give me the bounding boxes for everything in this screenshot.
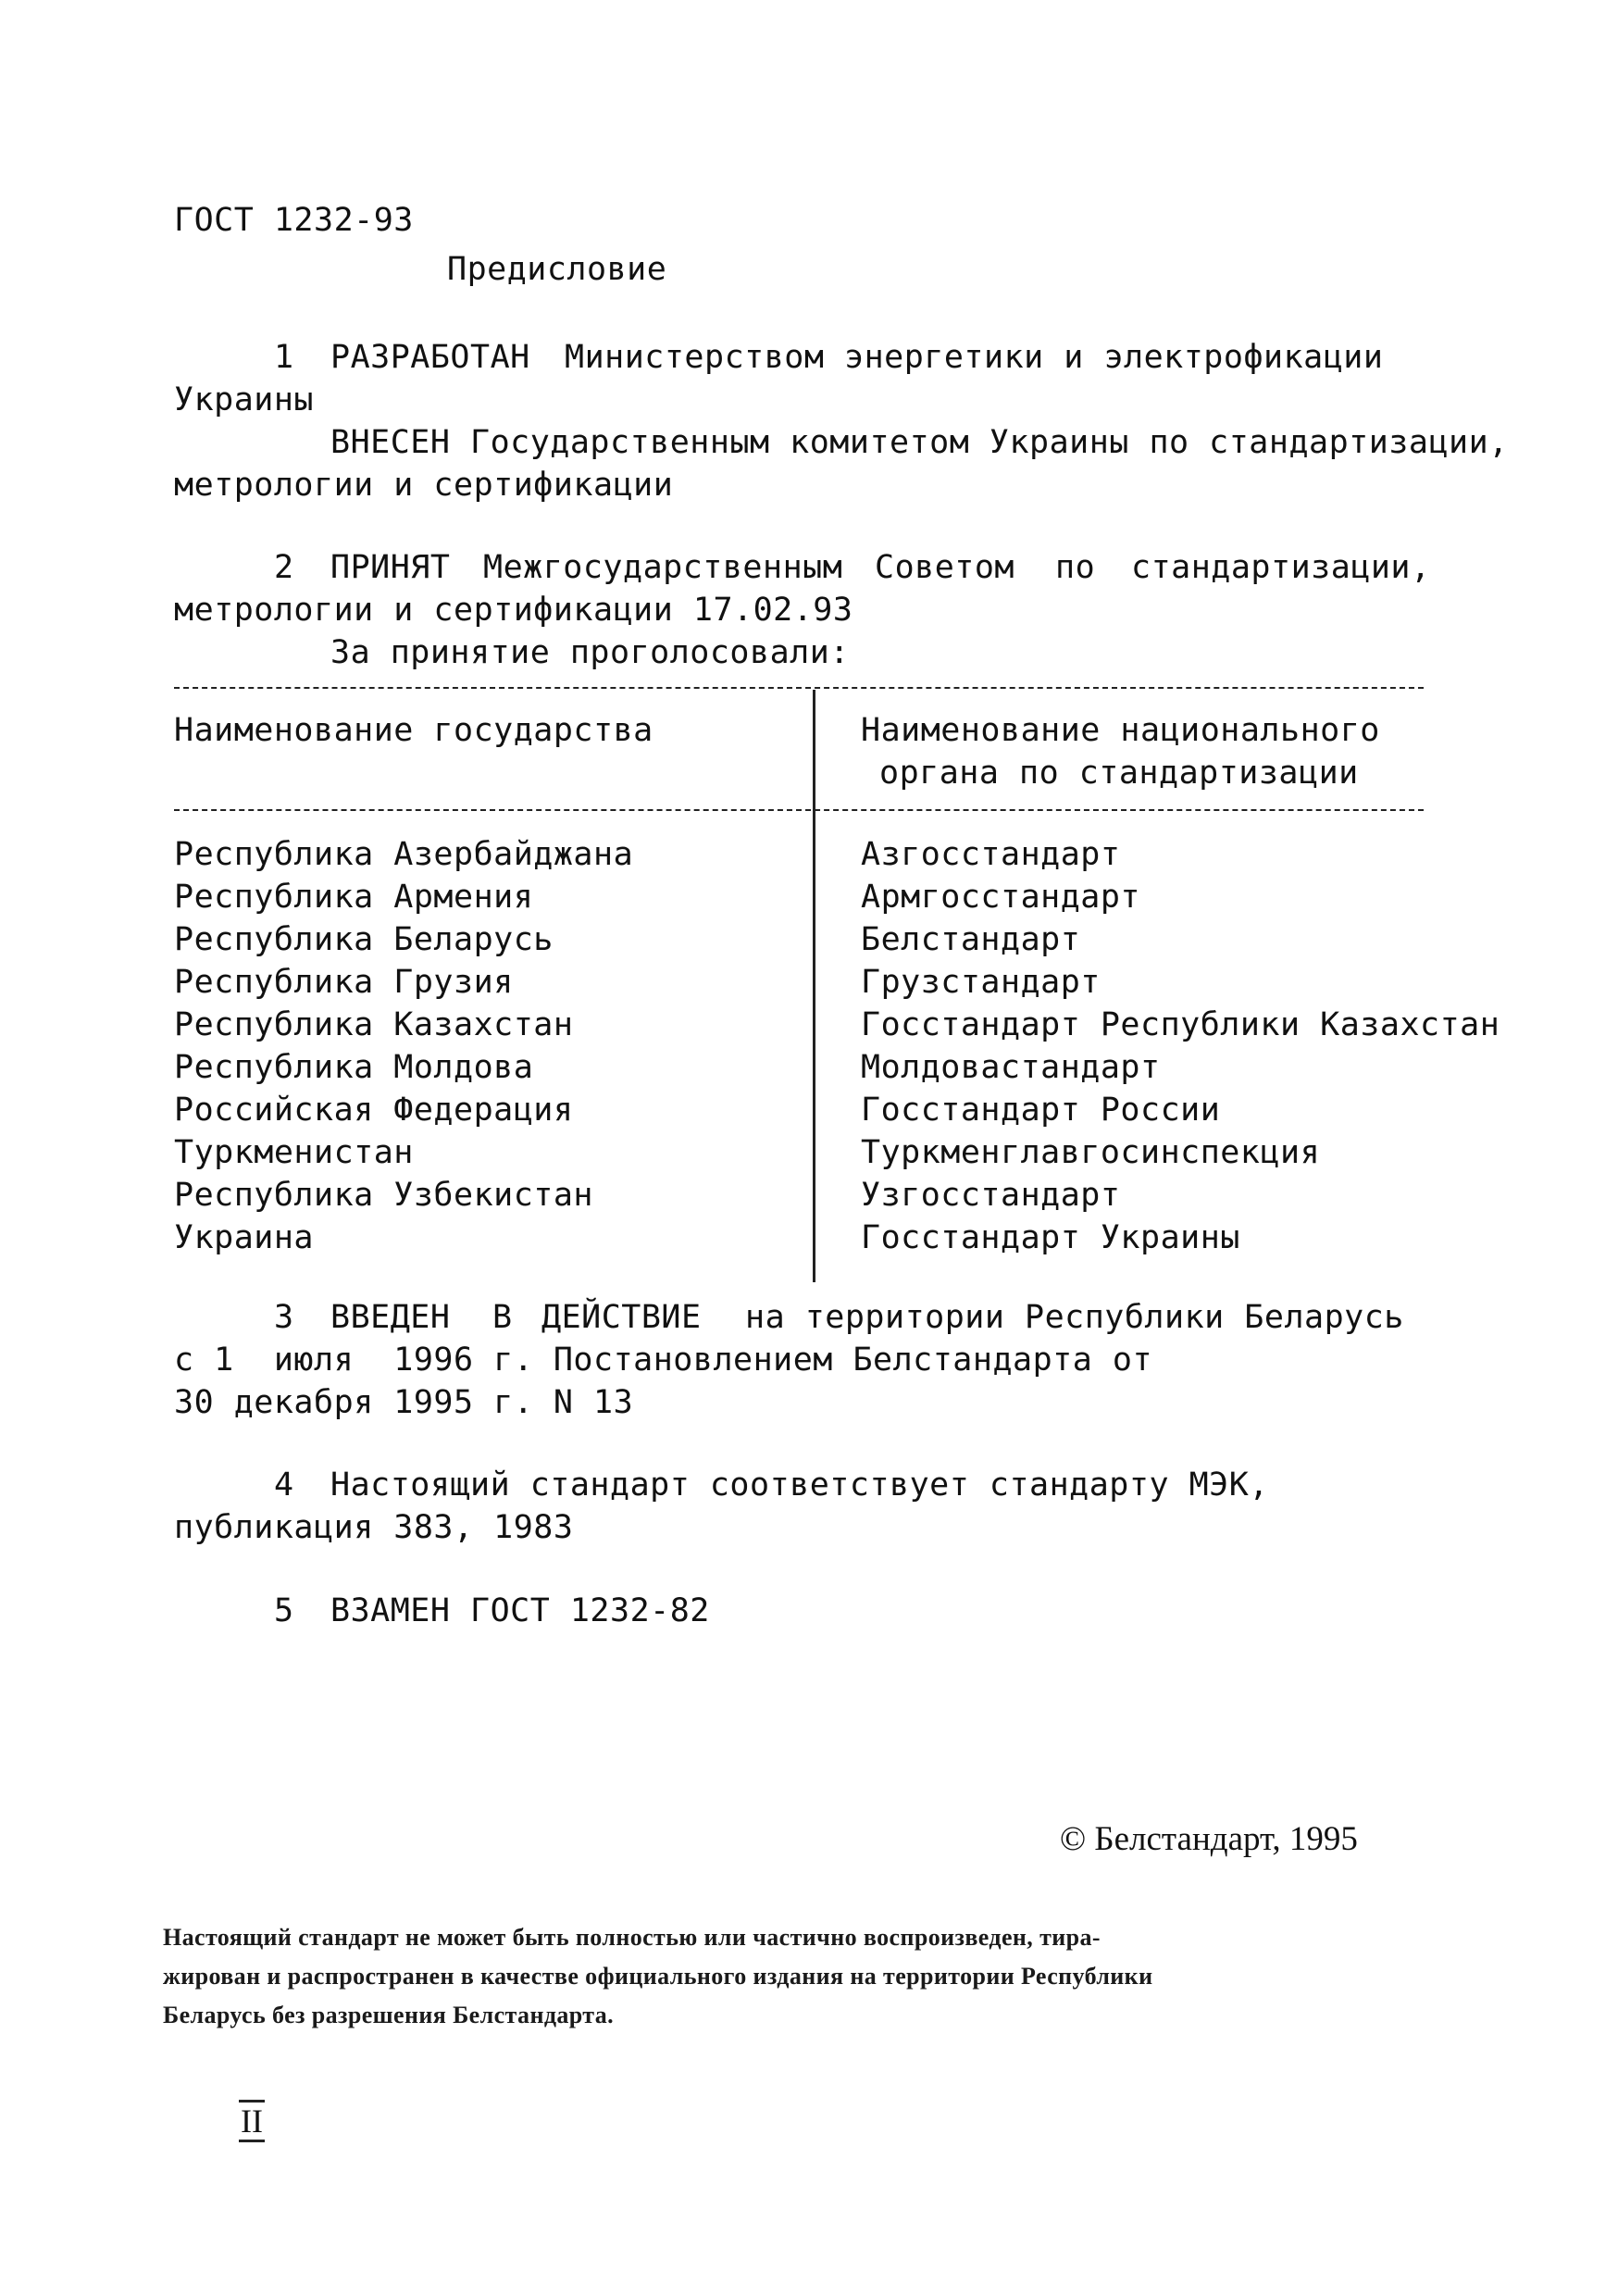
paragraph-text: За принятие проголосовали: xyxy=(330,634,850,671)
notice-line: Настоящий стандарт не может быть полностью или частично воспроизведен, тира- xyxy=(163,1924,1101,1951)
paragraph-text: Украины xyxy=(174,381,315,418)
keyword-developed: РАЗРАБОТАН xyxy=(330,339,530,376)
table-body xyxy=(174,833,1500,1259)
paragraph-text: публикация 383, 1983 xyxy=(174,1509,574,1546)
organ-name: Молдовастандарт xyxy=(861,1049,1161,1086)
organ-name: Грузстандарт xyxy=(861,964,1101,1001)
state-name: Республика Грузия xyxy=(174,964,514,1001)
table-row xyxy=(174,1217,1470,1259)
table-row xyxy=(174,833,1470,876)
paragraph-text: с 1 июля 1996 г. Постановлением Белстандарта от xyxy=(174,1341,1153,1379)
notice-line: Беларусь без разрешения Белстандарта. xyxy=(163,2002,615,2028)
state-name: Украина xyxy=(174,1219,315,1256)
state-name: Республика Беларусь xyxy=(174,921,554,958)
organ-name: Госстандарт Украины xyxy=(861,1219,1240,1256)
paragraph-text: Настоящий стандарт соответствует стандарту МЭК, xyxy=(330,1466,1269,1504)
paragraph-number: 2 xyxy=(274,549,294,586)
reproduction-notice xyxy=(163,1918,1440,2035)
column-header-organ: Наименование национального xyxy=(861,712,1380,749)
organ-name: Госстандарт Республики Казахстан xyxy=(861,1006,1500,1043)
table-top-rule xyxy=(174,687,1424,689)
table-row xyxy=(174,1174,1470,1217)
paragraph-text: Министерством энергетики и электрофикации xyxy=(565,339,1384,376)
paragraph-number: 1 xyxy=(274,339,294,376)
copyright-notice: © Белстандарт, 1995 xyxy=(1060,1820,1358,1858)
paragraph-text: метрологии и сертификации xyxy=(174,467,674,504)
page-title: Предисловие xyxy=(447,251,667,288)
paragraph-text: метрологии и сертификации 17.02.93 xyxy=(174,592,853,629)
organ-name: Госстандарт России xyxy=(861,1092,1221,1129)
keyword-introduced: ДЕЙСТВИЕ xyxy=(541,1299,702,1336)
table-row xyxy=(174,918,1470,961)
table-row xyxy=(174,1046,1470,1089)
paragraph-number: 4 xyxy=(274,1466,294,1504)
column-header-state: Наименование государства xyxy=(174,712,653,749)
state-name: Республика Казахстан xyxy=(174,1006,574,1043)
state-name: Туркменистан xyxy=(174,1134,414,1171)
paragraph-text: Советом xyxy=(875,549,1015,586)
paragraph-number: 3 xyxy=(274,1299,294,1336)
paragraph-number: 5 xyxy=(274,1592,294,1629)
column-header-organ: органа по стандартизации xyxy=(879,755,1359,792)
table-row xyxy=(174,961,1470,1004)
state-name: Республика Армения xyxy=(174,879,534,916)
paragraph-text: ВЗАМЕН ГОСТ 1232-82 xyxy=(330,1592,710,1629)
organ-name: Туркменглавгосинспекция xyxy=(861,1134,1321,1171)
paragraph-text: по xyxy=(1055,549,1096,586)
table-header-rule xyxy=(174,809,1424,811)
table-row xyxy=(174,1131,1470,1174)
state-name: Республика Узбекистан xyxy=(174,1177,594,1214)
document-code: ГОСТ 1232-93 xyxy=(174,202,414,239)
keyword-introduced: ВВЕДЕН xyxy=(330,1299,451,1336)
table-row xyxy=(174,876,1470,918)
paragraph-text: стандартизации, xyxy=(1131,549,1431,586)
page-number: II xyxy=(239,2100,265,2142)
keyword-introduced: В xyxy=(492,1299,513,1336)
keyword-adopted: ПРИНЯТ xyxy=(330,549,451,586)
organ-name: Узгосстандарт xyxy=(861,1177,1121,1214)
paragraph-text: ВНЕСЕН Государственным комитетом Украины по стандартизации, xyxy=(330,424,1509,461)
organ-name: Азгосстандарт xyxy=(861,836,1121,873)
state-name: Республика Молдова xyxy=(174,1049,534,1086)
paragraph-text: на территории Республики Беларусь xyxy=(745,1299,1404,1336)
state-name: Республика Азербайджана xyxy=(174,836,634,873)
table-row xyxy=(174,1004,1500,1046)
paragraph-text: Межгосударственным xyxy=(483,549,843,586)
paragraph-text: 30 декабря 1995 г. N 13 xyxy=(174,1384,634,1421)
notice-line: жирован и распространен в качестве официального издания на территории Республики xyxy=(163,1963,1153,1990)
table-row xyxy=(174,1089,1470,1131)
state-name: Российская Федерация xyxy=(174,1092,574,1129)
organ-name: Армгосстандарт xyxy=(861,879,1141,916)
organ-name: Белстандарт xyxy=(861,921,1081,958)
